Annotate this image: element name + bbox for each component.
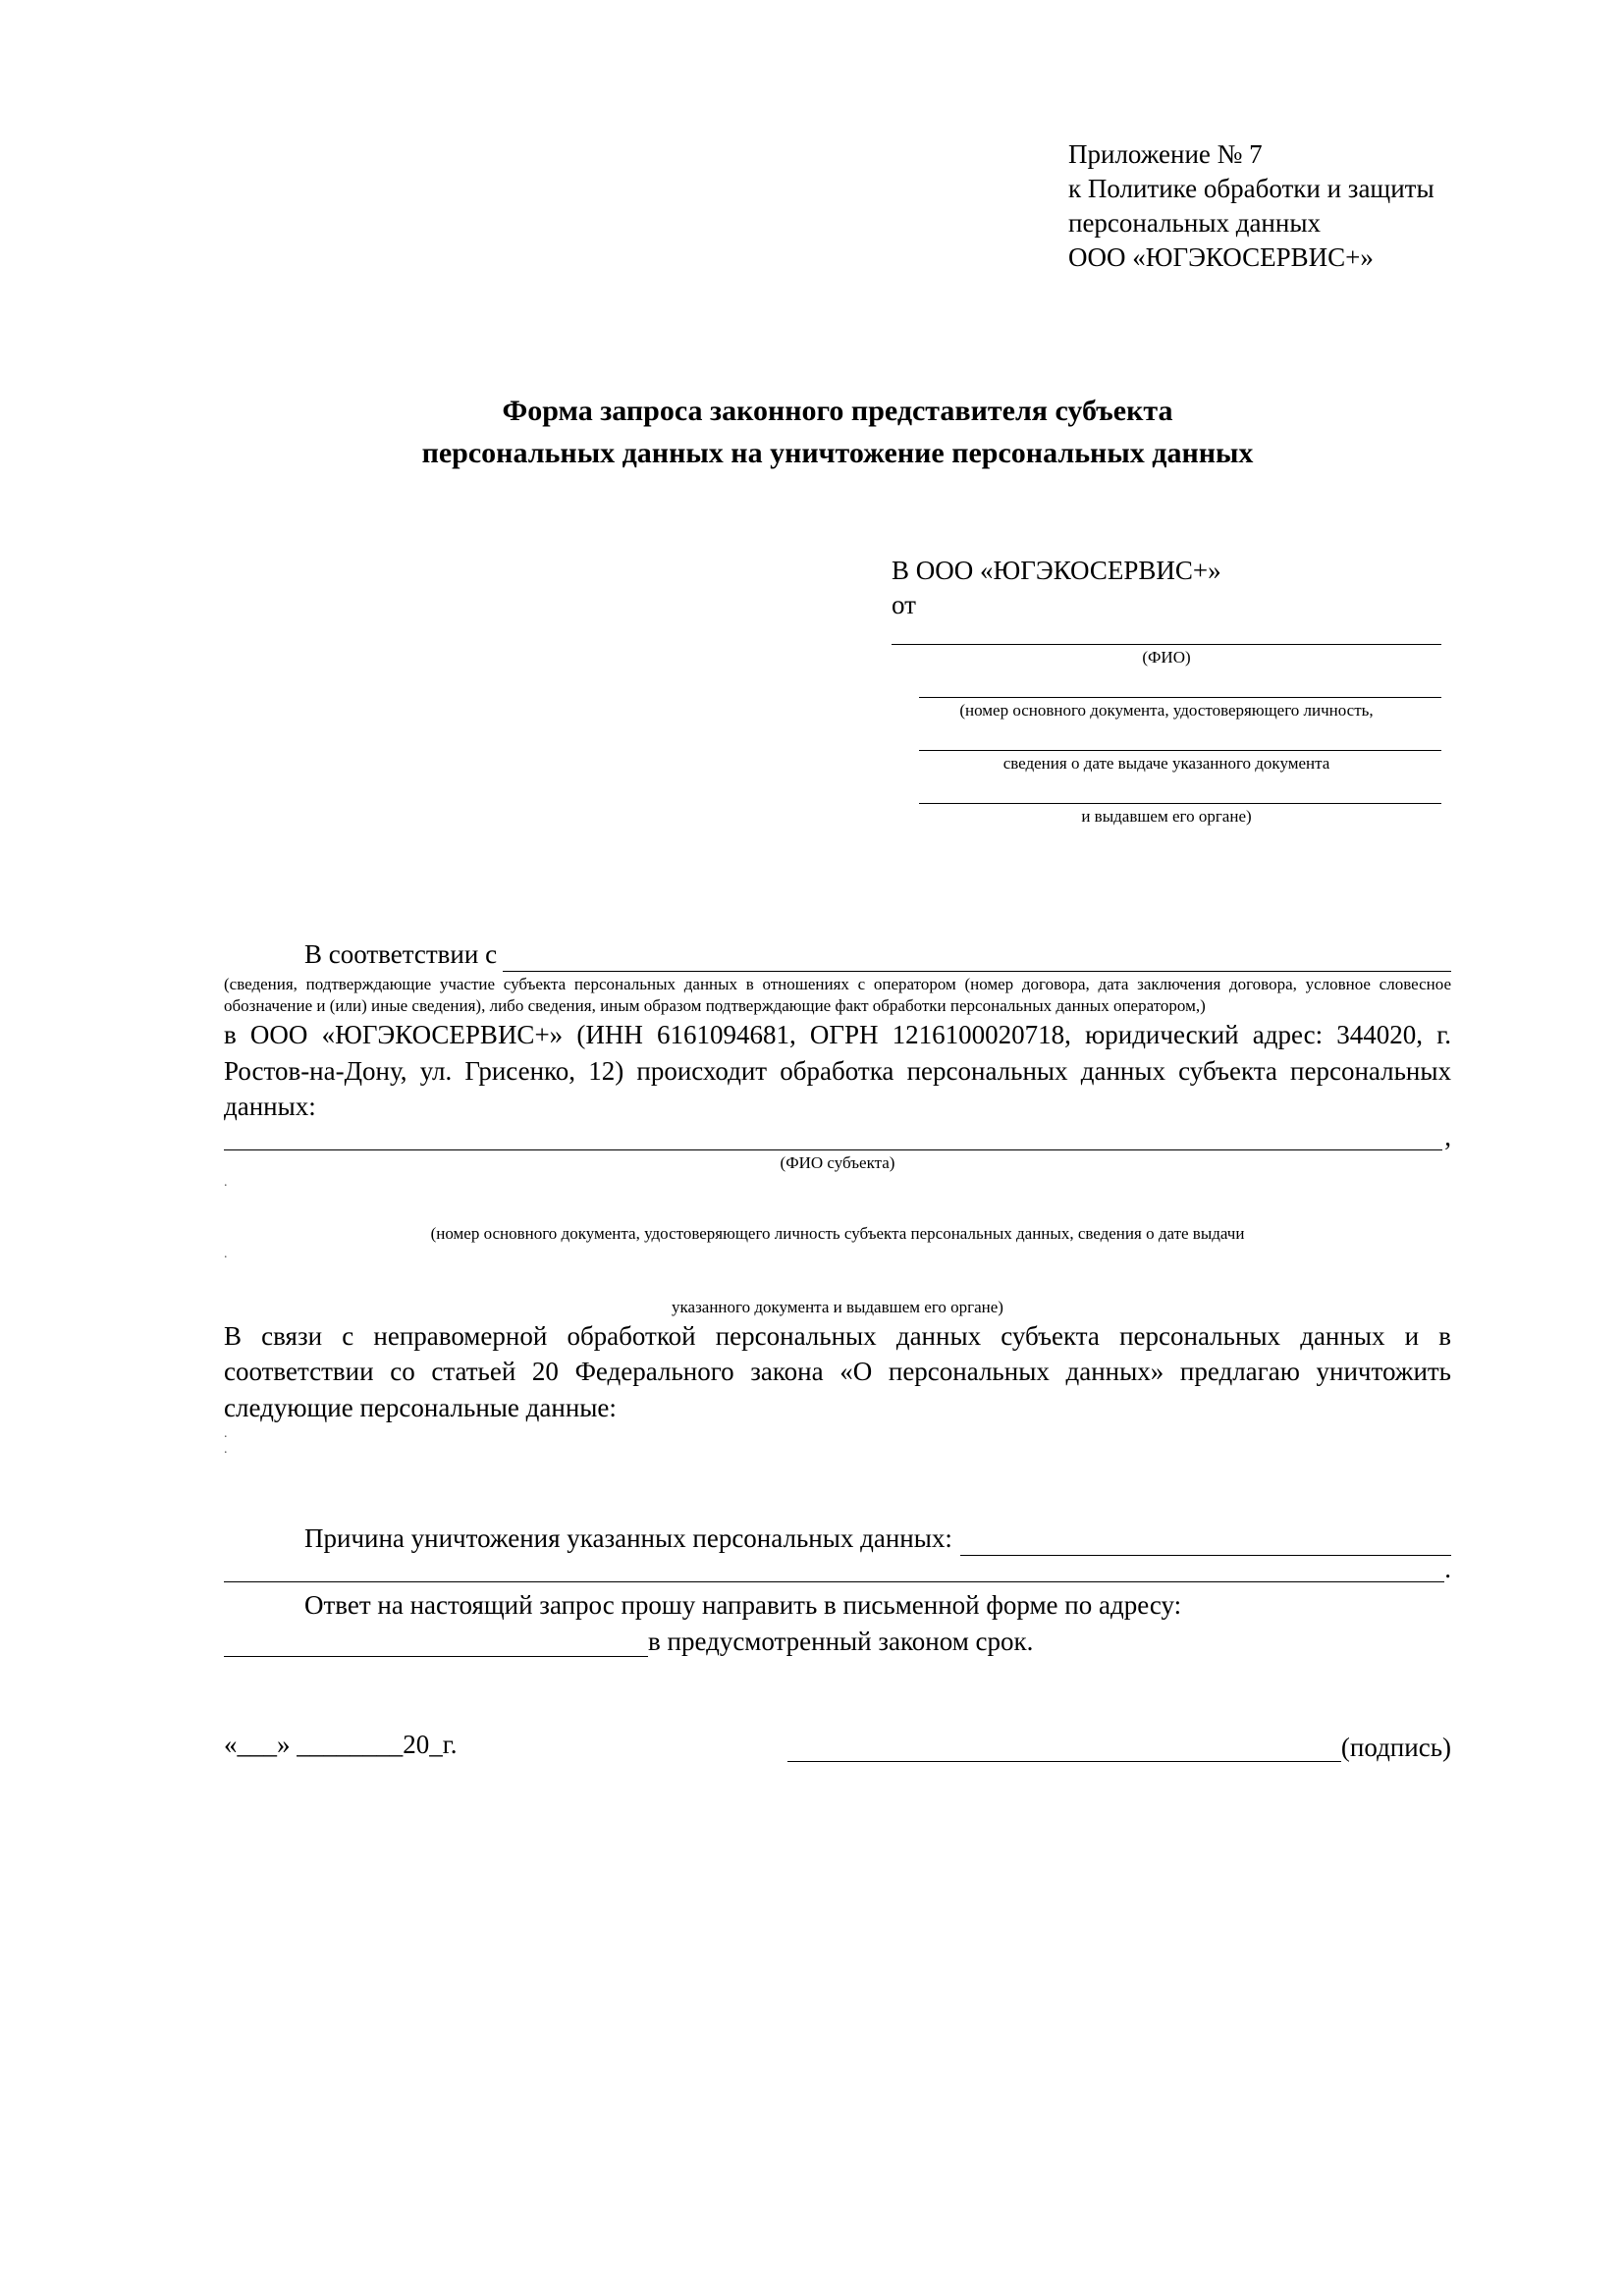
reason-row [224, 1522, 1451, 1557]
signature-label: (подпись) [1340, 1732, 1451, 1762]
answer-address-tail: в предусмотренный законом срок. [648, 1626, 1034, 1656]
in-accordance-input-line[interactable] [503, 947, 1451, 972]
fio-input-line[interactable] [892, 622, 1441, 645]
appendix-company: ООО «ЮГЭКОСЕРВИС+» [1068, 242, 1374, 273]
reason-continuation-row [224, 1556, 1451, 1582]
document-content [224, 137, 1451, 1762]
signature-row [224, 1728, 1451, 1763]
subject-fio-caption: (ФИО субъекта) [780, 1152, 895, 1172]
document-body [224, 937, 1451, 1763]
blank-line-marker-2: . [224, 1246, 228, 1261]
page-title-line-1: Форма запроса законного представителя субъекта [502, 395, 1173, 428]
in-accordance-row [224, 937, 1451, 973]
in-accordance-note: (сведения, подтверждающие участие субъекта персональных данных в отношениях с оператором (номер договора, дата заключения договора, условное словесное обозначение и (или) иные сведения), либо сведения, иным образом подтверждающие факт обработки персональных данных оператором,) [224, 975, 1451, 1016]
reason-label: Причина уничтожения указанных персональных данных: [304, 1522, 952, 1553]
request-paragraph: В связи с неправомерной обработкой персональных данных субъекта персональных данных и в соответствии со статьей 20 Федерального закона «О персональных данных» предлагаю уничтожить следующие персональные данные: [224, 1321, 1451, 1422]
blank-line-marker-3: . [224, 1425, 228, 1441]
subject-fio-comma: , [1444, 1121, 1451, 1151]
page-title-line-2: персональных данных на уничтожение персональных данных [421, 436, 1254, 469]
appendix-number: Приложение № 7 [1068, 139, 1263, 169]
in-accordance-label: В соответствии с [304, 938, 498, 969]
document-issuer-caption: и выдавшем его органе) [1081, 807, 1252, 827]
blank-line-marker-4: . [224, 1441, 228, 1457]
document-number-caption: (номер основного документа, удостоверяющего личность, [959, 700, 1374, 720]
document-date-input-line[interactable] [919, 728, 1441, 751]
addressee-from-label: от [892, 589, 916, 619]
answer-address-label: Ответ на настоящий запрос прошу направить в письменной форме по адресу: [304, 1590, 1182, 1621]
appendix-header [1068, 137, 1451, 275]
appendix-policy-line1: к Политике обработки и защиты [1068, 174, 1435, 204]
document-issuer-input-line[interactable] [919, 781, 1441, 804]
subject-document-caption-line1: (номер основного документа, удостоверяющего личность субъекта персональных данных, сведения о дате выдачи [430, 1224, 1245, 1244]
date-field[interactable]: «___» ________20_г. [224, 1729, 458, 1759]
reason-input-line-2[interactable] [224, 1556, 1444, 1582]
addressee-block [892, 556, 1441, 828]
document-date-caption: сведения о дате выдаче указанного документа [1002, 754, 1330, 774]
page-title [224, 391, 1451, 474]
signature-input-line[interactable] [787, 1737, 1341, 1762]
operator-paragraph: в ООО «ЮГЭКОСЕРВИС+» (ИНН 6161094681, ОГРН 1216100020718, юридический адрес: 344020, г. Ростов-на-Дону, ул. Грисенко, 12) происходит обработка персональных данных субъекта персональных данных: [224, 1020, 1451, 1121]
document-number-input-line[interactable] [919, 675, 1441, 698]
addressee-organization: В ООО «ЮГЭКОСЕРВИС+» [892, 555, 1221, 585]
answer-address-row [224, 1628, 1451, 1657]
answer-address-input-line[interactable] [224, 1632, 648, 1657]
blank-line-marker-1: . [224, 1175, 228, 1191]
subject-fio-row [224, 1121, 1451, 1151]
subject-fio-input-line[interactable] [224, 1124, 1442, 1150]
appendix-policy-line2: персональных данных [1068, 208, 1321, 239]
reason-input-line[interactable] [960, 1531, 1451, 1556]
subject-document-caption-line2: указанного документа и выдавшем его органе) [672, 1297, 1003, 1316]
reason-period: . [1444, 1554, 1451, 1584]
fio-caption: (ФИО) [1142, 647, 1191, 667]
